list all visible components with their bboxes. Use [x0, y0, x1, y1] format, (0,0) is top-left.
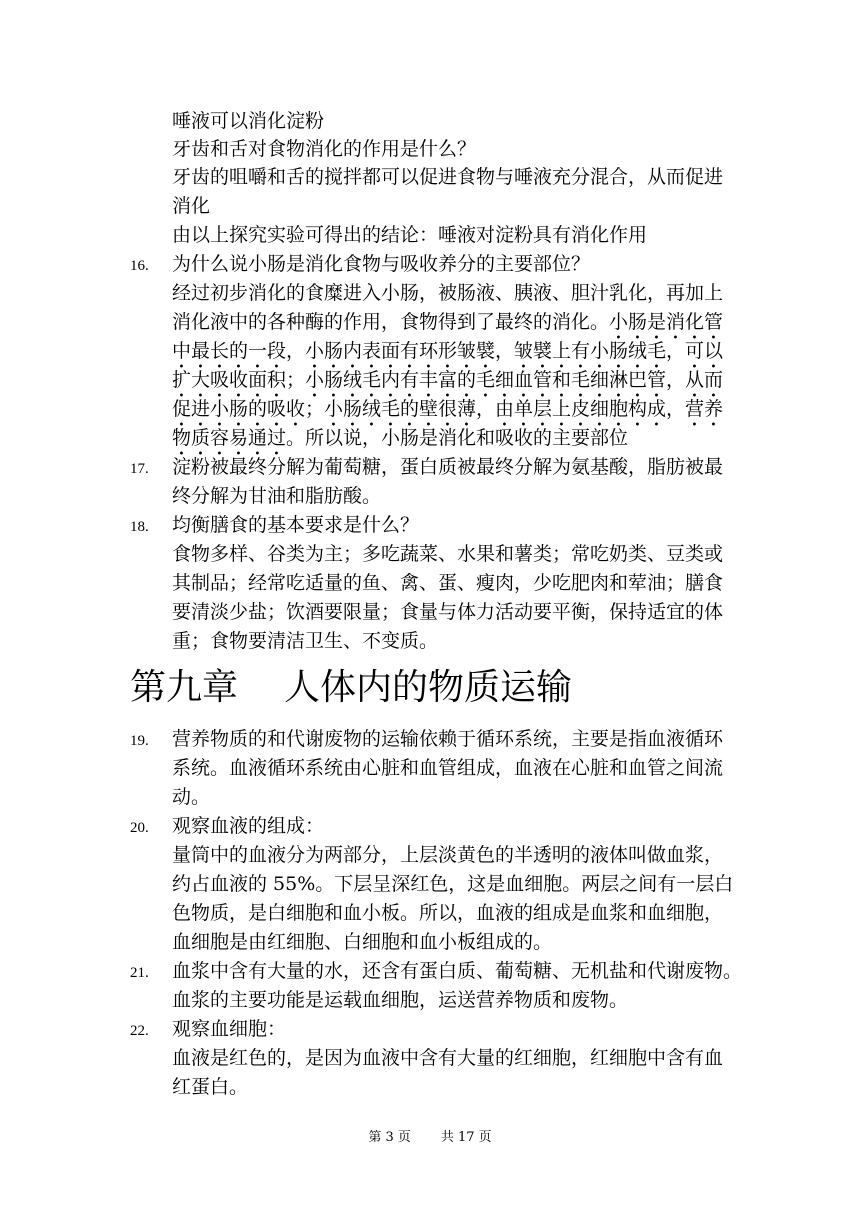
emphasized-line: 中最长的一段，小肠内表面有环形皱襞，皱襞上有小肠绒毛，可以: [172, 340, 724, 362]
item-number: 19.: [130, 733, 149, 749]
text-line: 唾液可以消化淀粉: [172, 110, 325, 132]
item-number: 17.: [130, 461, 149, 477]
text-line: 动。: [172, 786, 211, 808]
emphasized-line: 扩大吸收面积；小肠绒毛内有丰富的毛细血管和毛细淋巴管，从而: [172, 369, 724, 391]
text-line: 色物质，是白细胞和血小板。所以，血液的组成是血浆和血细胞，: [172, 902, 724, 924]
text-line: 血细胞是由红细胞、白细胞和血小板组成的。: [172, 931, 553, 953]
text-line: 约占血液的 55%。下层呈深红色，这是血细胞。两层之间有一层白: [172, 873, 734, 895]
text-line: 血浆中含有大量的水，还含有蛋白质、葡萄糖、无机盐和代谢废物。: [172, 960, 743, 982]
emphasized-text: 物质容易通过。: [172, 427, 306, 449]
item-number: 22.: [130, 1023, 149, 1039]
text-line: 经过初步消化的食糜进入小肠，被肠液、胰液、胆汁乳化，再加上: [172, 282, 724, 304]
text-line: 其制品；经常吃适量的鱼、禽、蛋、瘦肉，少吃肥肉和荤油；膳食: [172, 572, 724, 594]
text-line: 要清淡少盐；饮酒要限量；食量与体力活动要平衡，保持适宜的体: [172, 601, 724, 623]
text-line: 牙齿的咀嚼和舌的搅拌都可以促进食物与唾液充分混合，从而促进: [172, 166, 724, 188]
chapter-heading: [130, 663, 572, 713]
text-line: 食物多样、谷类为主；多吃蔬菜、水果和薯类；常吃奶类、豆类或: [172, 543, 724, 565]
text-line: 为什么说小肠是消化食物与吸收养分的主要部位？: [172, 253, 591, 275]
chapter-label: 第九章: [130, 667, 239, 708]
text-line: 均衡膳食的基本要求是什么？: [172, 514, 420, 536]
text-line: 红蛋白。: [172, 1076, 249, 1098]
text-line: 观察血液的组成：: [172, 815, 325, 837]
page-total: 共 17 页: [440, 1130, 492, 1145]
emphasized-text: 小肠是消化管: [609, 311, 724, 333]
page-footer: [0, 1128, 860, 1148]
item-number: 20.: [130, 820, 149, 836]
text-segment: 消化液中的各种酶的作用，食物得到了最终的消化。: [172, 311, 610, 333]
text-line: 淀粉被最终分解为葡萄糖，蛋白质被最终分解为氨基酸，脂肪被最: [172, 456, 724, 478]
item-number: 16.: [130, 258, 149, 274]
emphasized-line: 促进小肠的吸收；小肠绒毛的壁很薄，由单层上皮细胞构成，营养: [172, 398, 724, 420]
text-line: 量筒中的血液分为两部分，上层淡黄色的半透明的液体叫做血浆，: [172, 844, 724, 866]
text-line: 消化: [172, 195, 211, 217]
text-line: 牙齿和舌对食物消化的作用是什么？: [172, 138, 477, 160]
text-line: 血液是红色的，是因为血液中含有大量的红细胞，红细胞中含有血: [172, 1047, 724, 1069]
item-number: 21.: [130, 965, 149, 981]
item-number: 18.: [130, 519, 149, 535]
text-line: 终分解为甘油和脂肪酸。: [172, 485, 382, 507]
page-number: 第 3 页: [368, 1130, 411, 1145]
text-line: 营养物质的和代谢废物的运输依赖于循环系统，主要是指血液循环: [172, 728, 724, 750]
text-line: 重；食物要清洁卫生、不变质。: [172, 630, 439, 652]
text-line: 观察血细胞：: [172, 1018, 287, 1040]
text-segment: 所以说，小肠是消化和吸收的主要部位: [305, 427, 629, 449]
text-line: 由以上探究实验可得出的结论：唾液对淀粉具有消化作用: [172, 224, 648, 246]
chapter-title: 人体内的物质运输: [284, 667, 573, 708]
text-line: 系统。血液循环系统由心脏和血管组成，血液在心脏和血管之间流: [172, 757, 724, 779]
text-line: 血浆的主要功能是运载血细胞，运送营养物质和废物。: [172, 989, 629, 1011]
